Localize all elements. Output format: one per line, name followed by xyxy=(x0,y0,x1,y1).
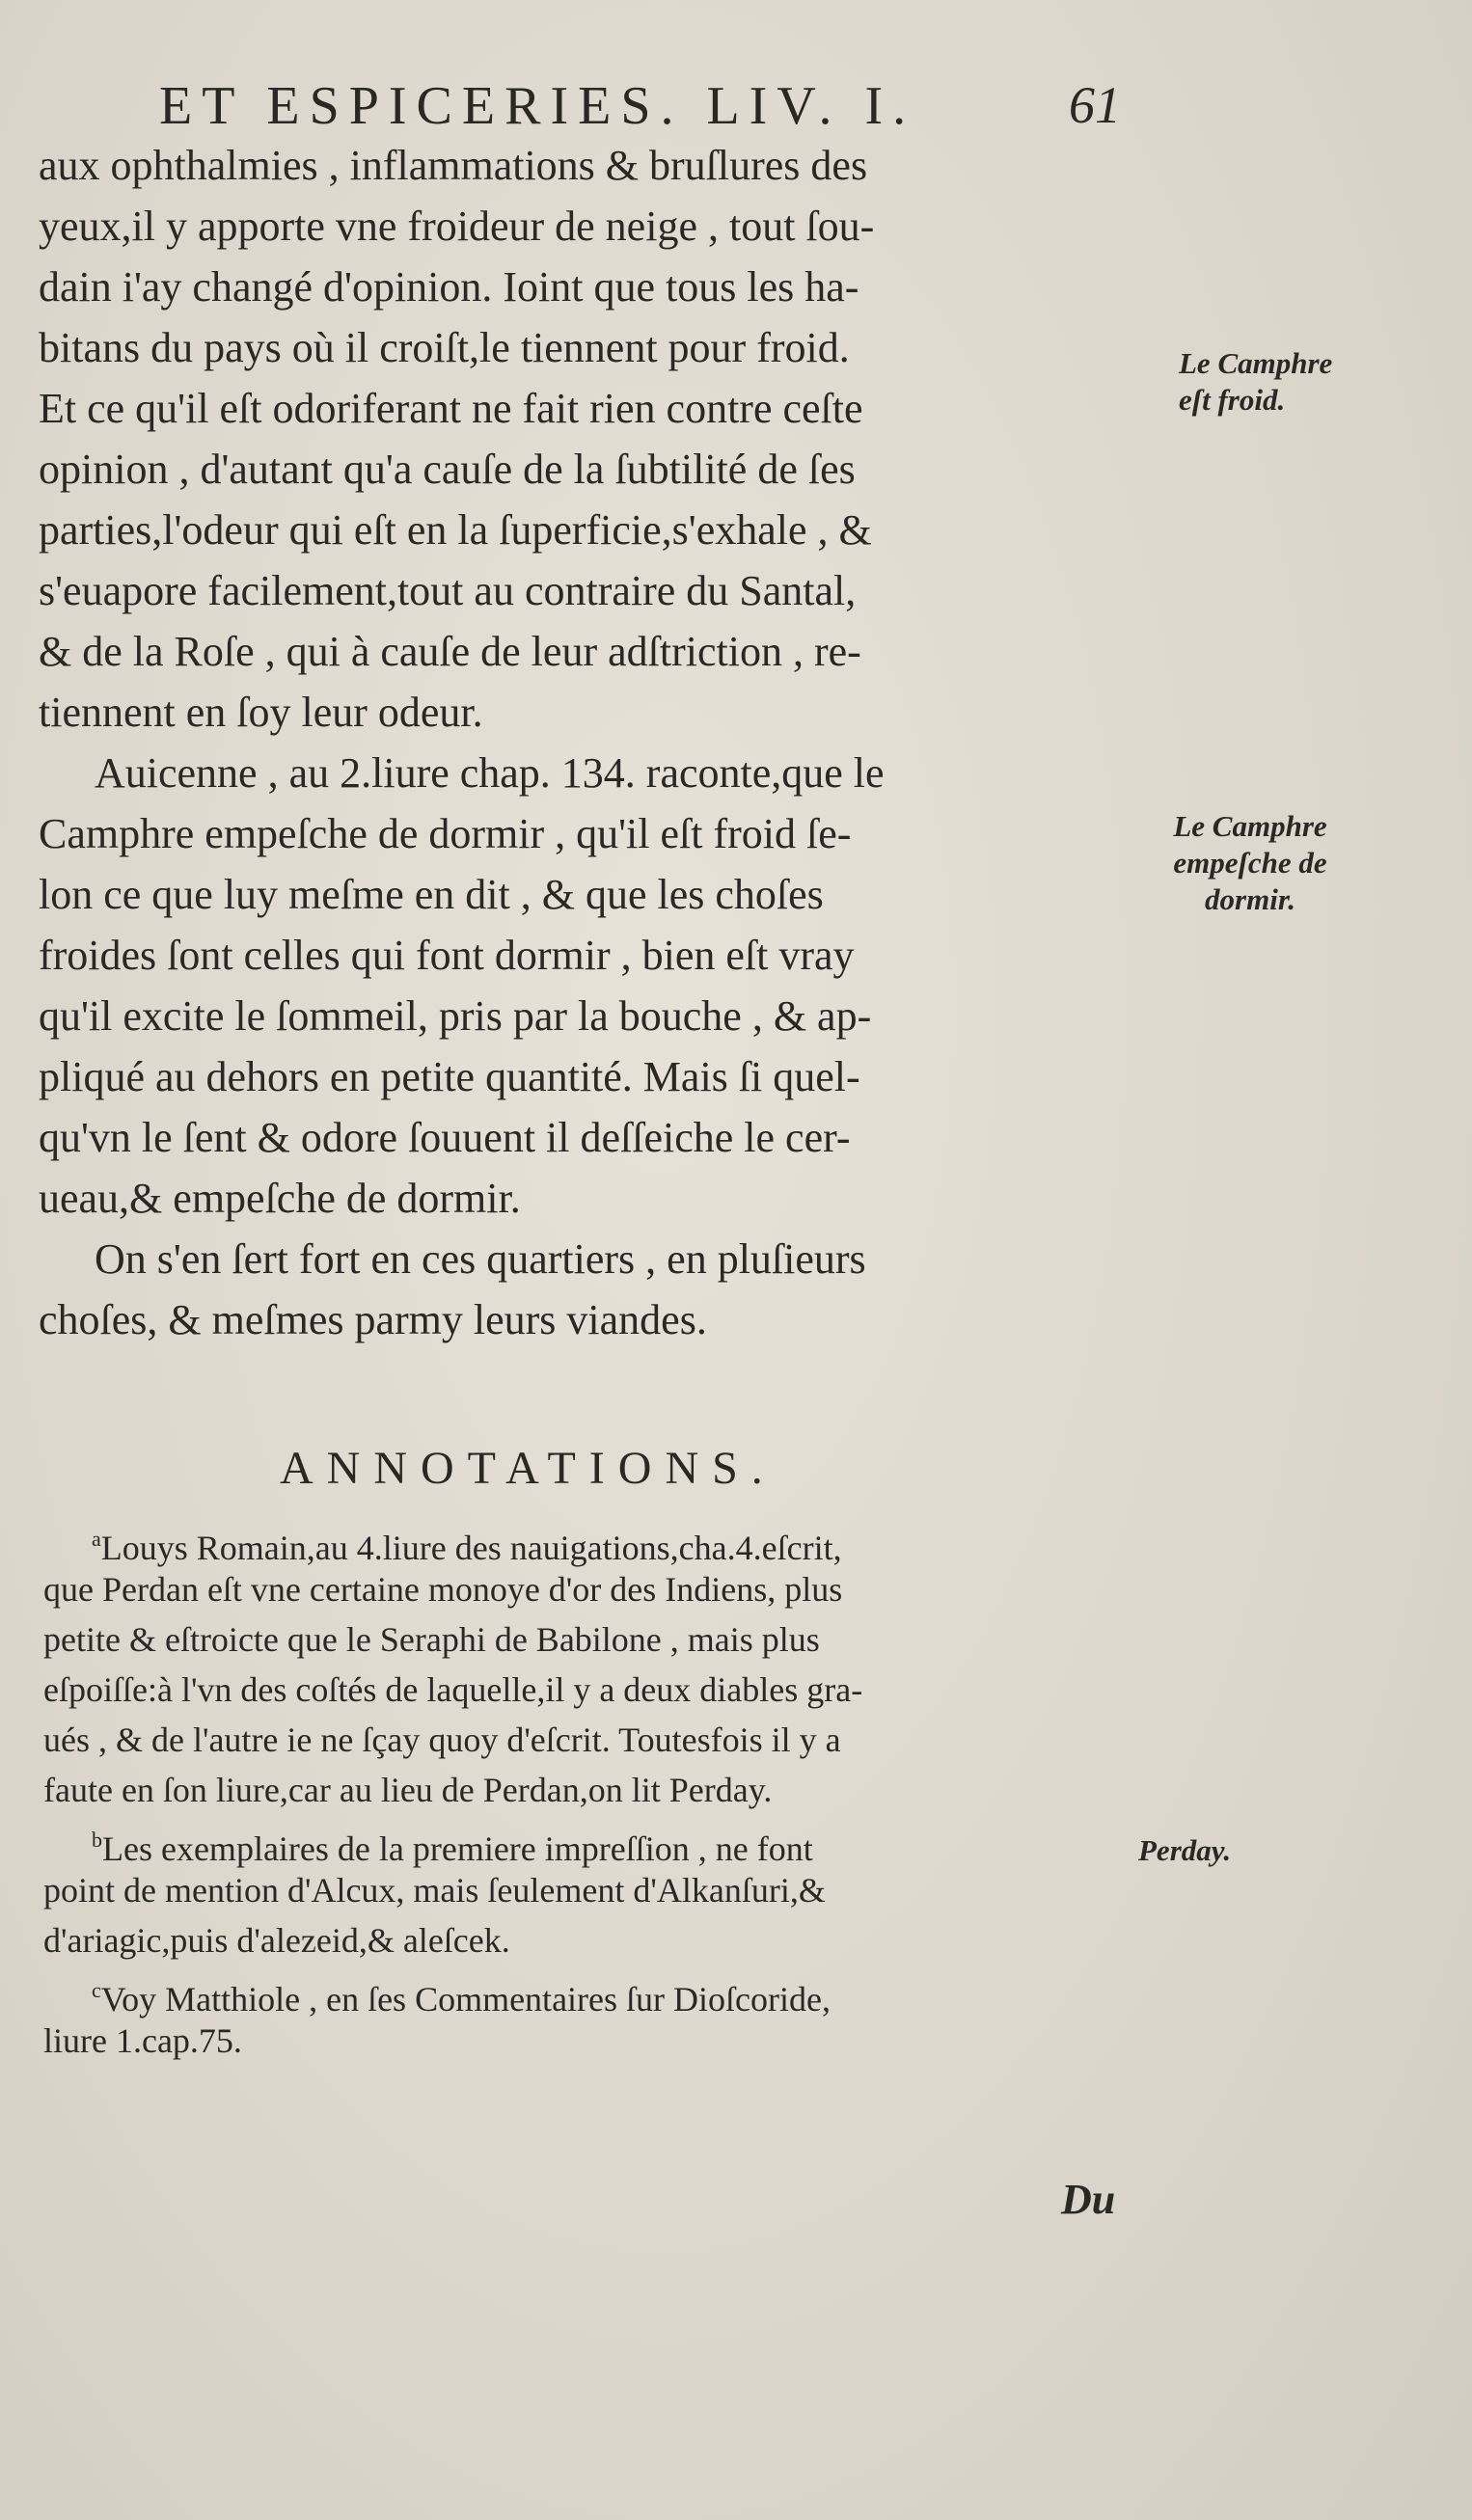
annotation-line: $^a$Louys Romain,au 4.liure des nauigations,cha.4.eſcrit, xyxy=(92,1527,842,1567)
text-line: opinion , d'autant qu'a cauſe de la ſubtilité de ſes xyxy=(39,446,856,493)
text-line: ueau,& empeſche de dormir. xyxy=(39,1175,521,1222)
annotation-line: eſpoiſſe:à l'vn des coſtés de laquelle,il y a deux diables gra- xyxy=(43,1670,863,1709)
text-line: Auicenne , au 2.liure chap. 134. raconte,que le xyxy=(95,749,885,797)
margin-note-perday: Perday. xyxy=(1138,1833,1232,1867)
text-line: tiennent en ſoy leur odeur. xyxy=(39,689,483,736)
margin-note-camphre-froid: Le Camphre eſt froid. xyxy=(1179,346,1333,417)
text-line: dain i'ay changé d'opinion. Ioint que tous les ha- xyxy=(39,263,859,311)
text-line: On s'en ſert fort en ces quartiers , en pluſieurs xyxy=(95,1235,866,1283)
text-line: choſes, & meſmes parmy leurs viandes. xyxy=(39,1296,707,1343)
text-line: Et ce qu'il eſt odoriferant ne fait rien contre ceſte xyxy=(39,385,863,432)
text-line: bitans du pays où il croiſt,le tiennent pour froid. xyxy=(39,324,850,371)
annotation-line: ués , & de l'autre ie ne ſçay quoy d'eſcrit. Toutesfois il y a xyxy=(43,1721,841,1759)
text-line: Camphre empeſche de dormir , qu'il eſt froid ſe- xyxy=(39,810,852,857)
text-line: parties,l'odeur qui eſt en la ſuperficie,s'exhale , & xyxy=(39,506,872,554)
annotation-line: petite & eſtroicte que le Seraphi de Babilone , mais plus xyxy=(43,1620,820,1659)
annotation-line: faute en ſon liure,car au lieu de Perdan,on lit Perday. xyxy=(43,1771,773,1809)
page-number: 61 xyxy=(1069,76,1121,134)
running-title: ET ESPICERIES. LIV. I. xyxy=(159,76,916,136)
annotation-line: que Perdan eſt vne certaine monoye d'or des Indiens, plus xyxy=(43,1570,843,1609)
text-line: pliqué au dehors en petite quantité. Mais ſi quel- xyxy=(39,1053,860,1100)
annotation-line: $^b$Les exemplaires de la premiere impreſſion , ne font xyxy=(92,1828,813,1868)
annotations-title: ANNOTATIONS. xyxy=(280,1443,777,1494)
margin-note-camphre-dormir: Le Camphre empeſche de dormir. xyxy=(1173,809,1327,916)
annotation-line: $^c$Voy Matthiole , en ſes Commentaires ſur Dioſcoride, xyxy=(92,1978,831,2019)
text-line: lon ce que luy meſme en dit , & que les choſes xyxy=(39,871,824,918)
text-line: & de la Roſe , qui à cauſe de leur adſtriction , re- xyxy=(39,628,861,675)
text-line: aux ophthalmies , inflammations & bruſlures des xyxy=(39,142,868,189)
text-line: s'euapore facilement,tout au contraire du Santal, xyxy=(39,567,857,614)
annotations-block xyxy=(43,1514,1143,2066)
main-text xyxy=(39,135,1138,1350)
text-line: yeux,il y apporte vne froideur de neige , tout ſou- xyxy=(39,203,875,250)
annotation-line: d'ariagic,puis d'alezeid,& aleſcek. xyxy=(43,1921,510,1960)
text-line: froides ſont celles qui font dormir , bien eſt vray xyxy=(39,932,855,979)
annotation-line: liure 1.cap.75. xyxy=(43,2021,242,2060)
catchword: Du xyxy=(1061,2176,1116,2223)
text-line: qu'vn le ſent & odore ſouuent il deſſeiche le cer- xyxy=(39,1114,851,1161)
text-line: qu'il excite le ſommeil, pris par la bouche , & ap- xyxy=(39,992,872,1040)
annotation-line: point de mention d'Alcux, mais ſeulement d'Alkanſuri,& xyxy=(43,1871,826,1910)
